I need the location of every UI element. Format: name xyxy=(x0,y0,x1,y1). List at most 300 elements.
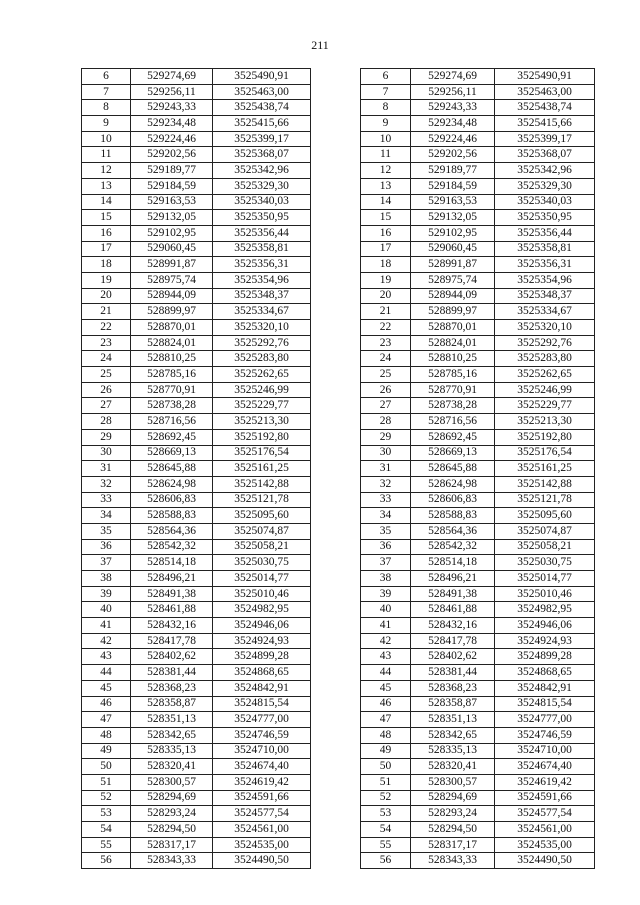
left-x-coordinate-cell: 528320,41 xyxy=(131,759,213,775)
right-x-coordinate-cell: 529184,59 xyxy=(411,178,495,194)
right-point-number-cell: 45 xyxy=(361,680,411,696)
left-x-coordinate-cell: 528358,87 xyxy=(131,696,213,712)
right-y-coordinate-cell: 3525176,54 xyxy=(495,445,595,461)
right-point-number-cell: 8 xyxy=(361,100,411,116)
left-point-number-cell: 46 xyxy=(82,696,131,712)
column-gap xyxy=(311,727,361,743)
column-gap xyxy=(311,586,361,602)
right-y-coordinate-cell: 3524746,59 xyxy=(495,727,595,743)
right-point-number-cell: 53 xyxy=(361,806,411,822)
right-x-coordinate-cell: 528899,97 xyxy=(411,304,495,320)
table-row xyxy=(82,210,595,226)
right-point-number-cell: 10 xyxy=(361,131,411,147)
table-row xyxy=(82,335,595,351)
right-x-coordinate-cell: 528294,69 xyxy=(411,790,495,806)
right-point-number-cell: 39 xyxy=(361,586,411,602)
column-gap xyxy=(311,320,361,336)
left-y-coordinate-cell: 3525368,07 xyxy=(213,147,311,163)
right-point-number-cell: 38 xyxy=(361,571,411,587)
column-gap xyxy=(311,774,361,790)
right-point-number-cell: 52 xyxy=(361,790,411,806)
right-x-coordinate-cell: 529163,53 xyxy=(411,194,495,210)
right-x-coordinate-cell: 529243,33 xyxy=(411,100,495,116)
right-y-coordinate-cell: 3525213,30 xyxy=(495,414,595,430)
right-x-coordinate-cell: 528624,98 xyxy=(411,476,495,492)
left-point-number-cell: 44 xyxy=(82,665,131,681)
left-x-coordinate-cell: 528991,87 xyxy=(131,257,213,273)
table-row xyxy=(82,822,595,838)
left-y-coordinate-cell: 3524535,00 xyxy=(213,837,311,853)
left-x-coordinate-cell: 528669,13 xyxy=(131,445,213,461)
right-point-number-cell: 14 xyxy=(361,194,411,210)
left-point-number-cell: 51 xyxy=(82,774,131,790)
left-y-coordinate-cell: 3525320,10 xyxy=(213,320,311,336)
right-y-coordinate-cell: 3524490,50 xyxy=(495,853,595,869)
right-y-coordinate-cell: 3525490,91 xyxy=(495,69,595,85)
table-row xyxy=(82,853,595,869)
left-point-number-cell: 56 xyxy=(82,853,131,869)
right-point-number-cell: 40 xyxy=(361,602,411,618)
column-gap xyxy=(311,445,361,461)
column-gap xyxy=(311,602,361,618)
right-point-number-cell: 15 xyxy=(361,210,411,226)
right-y-coordinate-cell: 3524982,95 xyxy=(495,602,595,618)
column-gap xyxy=(311,367,361,383)
left-y-coordinate-cell: 3524899,28 xyxy=(213,649,311,665)
right-y-coordinate-cell: 3525095,60 xyxy=(495,508,595,524)
right-x-coordinate-cell: 528770,91 xyxy=(411,382,495,398)
table-row xyxy=(82,602,595,618)
left-x-coordinate-cell: 529234,48 xyxy=(131,116,213,132)
left-x-coordinate-cell: 528335,13 xyxy=(131,743,213,759)
right-point-number-cell: 27 xyxy=(361,398,411,414)
right-point-number-cell: 11 xyxy=(361,147,411,163)
right-x-coordinate-cell: 528358,87 xyxy=(411,696,495,712)
right-x-coordinate-cell: 529202,56 xyxy=(411,147,495,163)
right-x-coordinate-cell: 528381,44 xyxy=(411,665,495,681)
left-point-number-cell: 15 xyxy=(82,210,131,226)
right-y-coordinate-cell: 3525161,25 xyxy=(495,461,595,477)
table-row xyxy=(82,665,595,681)
left-y-coordinate-cell: 3525014,77 xyxy=(213,571,311,587)
table-row xyxy=(82,351,595,367)
left-y-coordinate-cell: 3525176,54 xyxy=(213,445,311,461)
right-x-coordinate-cell: 528300,57 xyxy=(411,774,495,790)
right-y-coordinate-cell: 3525368,07 xyxy=(495,147,595,163)
column-gap xyxy=(311,69,361,85)
right-y-coordinate-cell: 3525350,95 xyxy=(495,210,595,226)
left-point-number-cell: 32 xyxy=(82,476,131,492)
right-x-coordinate-cell: 528294,50 xyxy=(411,822,495,838)
table-row xyxy=(82,100,595,116)
left-x-coordinate-cell: 528402,62 xyxy=(131,649,213,665)
left-point-number-cell: 17 xyxy=(82,241,131,257)
right-x-coordinate-cell: 528317,17 xyxy=(411,837,495,853)
column-gap xyxy=(311,822,361,838)
left-x-coordinate-cell: 528491,38 xyxy=(131,586,213,602)
table-row xyxy=(82,696,595,712)
left-point-number-cell: 49 xyxy=(82,743,131,759)
right-y-coordinate-cell: 3525348,37 xyxy=(495,288,595,304)
left-point-number-cell: 11 xyxy=(82,147,131,163)
table-row xyxy=(82,712,595,728)
left-y-coordinate-cell: 3524591,66 xyxy=(213,790,311,806)
right-point-number-cell: 26 xyxy=(361,382,411,398)
table-row xyxy=(82,225,595,241)
right-y-coordinate-cell: 3525014,77 xyxy=(495,571,595,587)
left-y-coordinate-cell: 3524946,06 xyxy=(213,618,311,634)
right-y-coordinate-cell: 3525074,87 xyxy=(495,523,595,539)
left-y-coordinate-cell: 3525142,88 xyxy=(213,476,311,492)
right-point-number-cell: 31 xyxy=(361,461,411,477)
left-x-coordinate-cell: 528461,88 xyxy=(131,602,213,618)
right-y-coordinate-cell: 3524710,00 xyxy=(495,743,595,759)
right-x-coordinate-cell: 528343,33 xyxy=(411,853,495,869)
column-gap xyxy=(311,288,361,304)
table-row xyxy=(82,523,595,539)
left-y-coordinate-cell: 3524842,91 xyxy=(213,680,311,696)
left-point-number-cell: 45 xyxy=(82,680,131,696)
left-x-coordinate-cell: 528564,36 xyxy=(131,523,213,539)
left-point-number-cell: 27 xyxy=(82,398,131,414)
column-gap xyxy=(311,100,361,116)
right-y-coordinate-cell: 3524815,54 xyxy=(495,696,595,712)
table-row xyxy=(82,539,595,555)
table-row xyxy=(82,194,595,210)
right-point-number-cell: 16 xyxy=(361,225,411,241)
table-row xyxy=(82,680,595,696)
table-row xyxy=(82,320,595,336)
left-x-coordinate-cell: 529163,53 xyxy=(131,194,213,210)
left-point-number-cell: 34 xyxy=(82,508,131,524)
right-x-coordinate-cell: 528870,01 xyxy=(411,320,495,336)
right-point-number-cell: 42 xyxy=(361,633,411,649)
left-y-coordinate-cell: 3524674,40 xyxy=(213,759,311,775)
left-point-number-cell: 35 xyxy=(82,523,131,539)
table-row xyxy=(82,571,595,587)
left-x-coordinate-cell: 528317,17 xyxy=(131,837,213,853)
left-y-coordinate-cell: 3525121,78 xyxy=(213,492,311,508)
left-y-coordinate-cell: 3525358,81 xyxy=(213,241,311,257)
left-x-coordinate-cell: 528824,01 xyxy=(131,335,213,351)
right-y-coordinate-cell: 3525342,96 xyxy=(495,163,595,179)
column-gap xyxy=(311,241,361,257)
left-x-coordinate-cell: 528381,44 xyxy=(131,665,213,681)
column-gap xyxy=(311,523,361,539)
right-x-coordinate-cell: 529189,77 xyxy=(411,163,495,179)
left-point-number-cell: 21 xyxy=(82,304,131,320)
right-y-coordinate-cell: 3524674,40 xyxy=(495,759,595,775)
left-y-coordinate-cell: 3525490,91 xyxy=(213,69,311,85)
left-y-coordinate-cell: 3525463,00 xyxy=(213,84,311,100)
right-x-coordinate-cell: 528944,09 xyxy=(411,288,495,304)
table-row xyxy=(82,241,595,257)
left-x-coordinate-cell: 528975,74 xyxy=(131,272,213,288)
left-y-coordinate-cell: 3525292,76 xyxy=(213,335,311,351)
column-gap xyxy=(311,712,361,728)
right-y-coordinate-cell: 3525030,75 xyxy=(495,555,595,571)
left-point-number-cell: 52 xyxy=(82,790,131,806)
right-point-number-cell: 17 xyxy=(361,241,411,257)
column-gap xyxy=(311,649,361,665)
left-y-coordinate-cell: 3525058,21 xyxy=(213,539,311,555)
left-point-number-cell: 41 xyxy=(82,618,131,634)
right-x-coordinate-cell: 528417,78 xyxy=(411,633,495,649)
left-y-coordinate-cell: 3525095,60 xyxy=(213,508,311,524)
right-point-number-cell: 48 xyxy=(361,727,411,743)
right-point-number-cell: 49 xyxy=(361,743,411,759)
column-gap xyxy=(311,147,361,163)
column-gap xyxy=(311,131,361,147)
left-point-number-cell: 53 xyxy=(82,806,131,822)
right-x-coordinate-cell: 528645,88 xyxy=(411,461,495,477)
table-row xyxy=(82,429,595,445)
right-x-coordinate-cell: 528738,28 xyxy=(411,398,495,414)
right-point-number-cell: 6 xyxy=(361,69,411,85)
left-y-coordinate-cell: 3525415,66 xyxy=(213,116,311,132)
right-y-coordinate-cell: 3525415,66 xyxy=(495,116,595,132)
table-row xyxy=(82,837,595,853)
left-x-coordinate-cell: 528770,91 xyxy=(131,382,213,398)
right-point-number-cell: 21 xyxy=(361,304,411,320)
right-x-coordinate-cell: 528342,65 xyxy=(411,727,495,743)
left-y-coordinate-cell: 3524777,00 xyxy=(213,712,311,728)
column-gap xyxy=(311,225,361,241)
column-gap xyxy=(311,382,361,398)
table-row xyxy=(82,508,595,524)
table-row xyxy=(82,445,595,461)
right-y-coordinate-cell: 3524842,91 xyxy=(495,680,595,696)
right-point-number-cell: 20 xyxy=(361,288,411,304)
right-point-number-cell: 37 xyxy=(361,555,411,571)
table-row xyxy=(82,257,595,273)
right-y-coordinate-cell: 3525142,88 xyxy=(495,476,595,492)
left-x-coordinate-cell: 528624,98 xyxy=(131,476,213,492)
right-y-coordinate-cell: 3525192,80 xyxy=(495,429,595,445)
right-point-number-cell: 25 xyxy=(361,367,411,383)
left-point-number-cell: 43 xyxy=(82,649,131,665)
left-y-coordinate-cell: 3525262,65 xyxy=(213,367,311,383)
left-point-number-cell: 39 xyxy=(82,586,131,602)
left-point-number-cell: 19 xyxy=(82,272,131,288)
table-row xyxy=(82,618,595,634)
right-x-coordinate-cell: 528351,13 xyxy=(411,712,495,728)
right-y-coordinate-cell: 3525354,96 xyxy=(495,272,595,288)
right-x-coordinate-cell: 528461,88 xyxy=(411,602,495,618)
left-point-number-cell: 33 xyxy=(82,492,131,508)
right-point-number-cell: 29 xyxy=(361,429,411,445)
table-row xyxy=(82,131,595,147)
left-point-number-cell: 16 xyxy=(82,225,131,241)
right-y-coordinate-cell: 3524777,00 xyxy=(495,712,595,728)
left-point-number-cell: 25 xyxy=(82,367,131,383)
right-y-coordinate-cell: 3524899,28 xyxy=(495,649,595,665)
left-x-coordinate-cell: 528810,25 xyxy=(131,351,213,367)
table-row xyxy=(82,398,595,414)
right-x-coordinate-cell: 528975,74 xyxy=(411,272,495,288)
right-point-number-cell: 23 xyxy=(361,335,411,351)
right-point-number-cell: 36 xyxy=(361,539,411,555)
right-x-coordinate-cell: 528432,16 xyxy=(411,618,495,634)
left-point-number-cell: 18 xyxy=(82,257,131,273)
left-x-coordinate-cell: 529060,45 xyxy=(131,241,213,257)
left-x-coordinate-cell: 528716,56 xyxy=(131,414,213,430)
left-x-coordinate-cell: 528738,28 xyxy=(131,398,213,414)
left-point-number-cell: 42 xyxy=(82,633,131,649)
right-x-coordinate-cell: 528368,23 xyxy=(411,680,495,696)
table-row xyxy=(82,116,595,132)
column-gap xyxy=(311,618,361,634)
right-x-coordinate-cell: 529224,46 xyxy=(411,131,495,147)
table-row xyxy=(82,304,595,320)
right-y-coordinate-cell: 3524577,54 xyxy=(495,806,595,822)
left-point-number-cell: 48 xyxy=(82,727,131,743)
column-gap xyxy=(311,633,361,649)
column-gap xyxy=(311,790,361,806)
right-x-coordinate-cell: 528810,25 xyxy=(411,351,495,367)
right-point-number-cell: 19 xyxy=(361,272,411,288)
left-point-number-cell: 40 xyxy=(82,602,131,618)
left-x-coordinate-cell: 528944,09 xyxy=(131,288,213,304)
left-y-coordinate-cell: 3525438,74 xyxy=(213,100,311,116)
right-point-number-cell: 54 xyxy=(361,822,411,838)
right-point-number-cell: 46 xyxy=(361,696,411,712)
left-x-coordinate-cell: 528785,16 xyxy=(131,367,213,383)
left-y-coordinate-cell: 3524577,54 xyxy=(213,806,311,822)
right-y-coordinate-cell: 3524619,42 xyxy=(495,774,595,790)
left-y-coordinate-cell: 3525342,96 xyxy=(213,163,311,179)
column-gap xyxy=(311,492,361,508)
left-point-number-cell: 36 xyxy=(82,539,131,555)
column-gap xyxy=(311,178,361,194)
left-y-coordinate-cell: 3525354,96 xyxy=(213,272,311,288)
left-x-coordinate-cell: 528514,18 xyxy=(131,555,213,571)
left-x-coordinate-cell: 528588,83 xyxy=(131,508,213,524)
right-x-coordinate-cell: 528606,83 xyxy=(411,492,495,508)
left-y-coordinate-cell: 3525213,30 xyxy=(213,414,311,430)
left-point-number-cell: 12 xyxy=(82,163,131,179)
table-row xyxy=(82,163,595,179)
left-y-coordinate-cell: 3525329,30 xyxy=(213,178,311,194)
left-y-coordinate-cell: 3524868,65 xyxy=(213,665,311,681)
left-x-coordinate-cell: 528417,78 xyxy=(131,633,213,649)
right-point-number-cell: 56 xyxy=(361,853,411,869)
table-row xyxy=(82,743,595,759)
left-x-coordinate-cell: 528870,01 xyxy=(131,320,213,336)
column-gap xyxy=(311,665,361,681)
right-point-number-cell: 13 xyxy=(361,178,411,194)
right-point-number-cell: 32 xyxy=(361,476,411,492)
right-y-coordinate-cell: 3524591,66 xyxy=(495,790,595,806)
left-point-number-cell: 47 xyxy=(82,712,131,728)
right-y-coordinate-cell: 3525329,30 xyxy=(495,178,595,194)
left-x-coordinate-cell: 528692,45 xyxy=(131,429,213,445)
column-gap xyxy=(311,806,361,822)
table-row xyxy=(82,727,595,743)
left-y-coordinate-cell: 3525192,80 xyxy=(213,429,311,445)
left-x-coordinate-cell: 528294,69 xyxy=(131,790,213,806)
right-point-number-cell: 35 xyxy=(361,523,411,539)
left-y-coordinate-cell: 3525074,87 xyxy=(213,523,311,539)
column-gap xyxy=(311,508,361,524)
left-x-coordinate-cell: 528496,21 xyxy=(131,571,213,587)
coordinates-table xyxy=(81,68,595,869)
left-y-coordinate-cell: 3525161,25 xyxy=(213,461,311,477)
right-y-coordinate-cell: 3525283,80 xyxy=(495,351,595,367)
table-row xyxy=(82,774,595,790)
right-y-coordinate-cell: 3524561,00 xyxy=(495,822,595,838)
right-y-coordinate-cell: 3525340,03 xyxy=(495,194,595,210)
left-point-number-cell: 6 xyxy=(82,69,131,85)
left-x-coordinate-cell: 528294,50 xyxy=(131,822,213,838)
right-x-coordinate-cell: 529132,05 xyxy=(411,210,495,226)
right-point-number-cell: 34 xyxy=(361,508,411,524)
left-point-number-cell: 30 xyxy=(82,445,131,461)
left-y-coordinate-cell: 3524982,95 xyxy=(213,602,311,618)
right-x-coordinate-cell: 528785,16 xyxy=(411,367,495,383)
column-gap xyxy=(311,414,361,430)
table-row xyxy=(82,367,595,383)
left-point-number-cell: 24 xyxy=(82,351,131,367)
left-point-number-cell: 29 xyxy=(82,429,131,445)
right-point-number-cell: 51 xyxy=(361,774,411,790)
left-y-coordinate-cell: 3524746,59 xyxy=(213,727,311,743)
left-x-coordinate-cell: 529132,05 xyxy=(131,210,213,226)
left-y-coordinate-cell: 3524924,93 xyxy=(213,633,311,649)
left-x-coordinate-cell: 528542,32 xyxy=(131,539,213,555)
column-gap xyxy=(311,429,361,445)
column-gap xyxy=(311,257,361,273)
right-x-coordinate-cell: 528716,56 xyxy=(411,414,495,430)
left-x-coordinate-cell: 528300,57 xyxy=(131,774,213,790)
page-number: 211 xyxy=(311,38,329,52)
column-gap xyxy=(311,759,361,775)
left-y-coordinate-cell: 3524815,54 xyxy=(213,696,311,712)
right-x-coordinate-cell: 528496,21 xyxy=(411,571,495,587)
right-point-number-cell: 22 xyxy=(361,320,411,336)
left-y-coordinate-cell: 3524710,00 xyxy=(213,743,311,759)
right-y-coordinate-cell: 3525058,21 xyxy=(495,539,595,555)
right-y-coordinate-cell: 3525356,31 xyxy=(495,257,595,273)
table-row xyxy=(82,555,595,571)
left-point-number-cell: 38 xyxy=(82,571,131,587)
left-point-number-cell: 23 xyxy=(82,335,131,351)
right-y-coordinate-cell: 3525399,17 xyxy=(495,131,595,147)
right-y-coordinate-cell: 3525463,00 xyxy=(495,84,595,100)
table-row xyxy=(82,178,595,194)
right-y-coordinate-cell: 3524924,93 xyxy=(495,633,595,649)
column-gap xyxy=(311,116,361,132)
right-y-coordinate-cell: 3525121,78 xyxy=(495,492,595,508)
left-point-number-cell: 10 xyxy=(82,131,131,147)
right-point-number-cell: 7 xyxy=(361,84,411,100)
right-x-coordinate-cell: 529102,95 xyxy=(411,225,495,241)
column-gap xyxy=(311,84,361,100)
left-y-coordinate-cell: 3525340,03 xyxy=(213,194,311,210)
column-gap xyxy=(311,539,361,555)
left-x-coordinate-cell: 529274,69 xyxy=(131,69,213,85)
left-point-number-cell: 37 xyxy=(82,555,131,571)
right-point-number-cell: 55 xyxy=(361,837,411,853)
right-x-coordinate-cell: 528514,18 xyxy=(411,555,495,571)
right-x-coordinate-cell: 529234,48 xyxy=(411,116,495,132)
right-x-coordinate-cell: 528588,83 xyxy=(411,508,495,524)
column-gap xyxy=(311,194,361,210)
left-y-coordinate-cell: 3525399,17 xyxy=(213,131,311,147)
table-row xyxy=(82,586,595,602)
right-y-coordinate-cell: 3525334,67 xyxy=(495,304,595,320)
right-point-number-cell: 33 xyxy=(361,492,411,508)
